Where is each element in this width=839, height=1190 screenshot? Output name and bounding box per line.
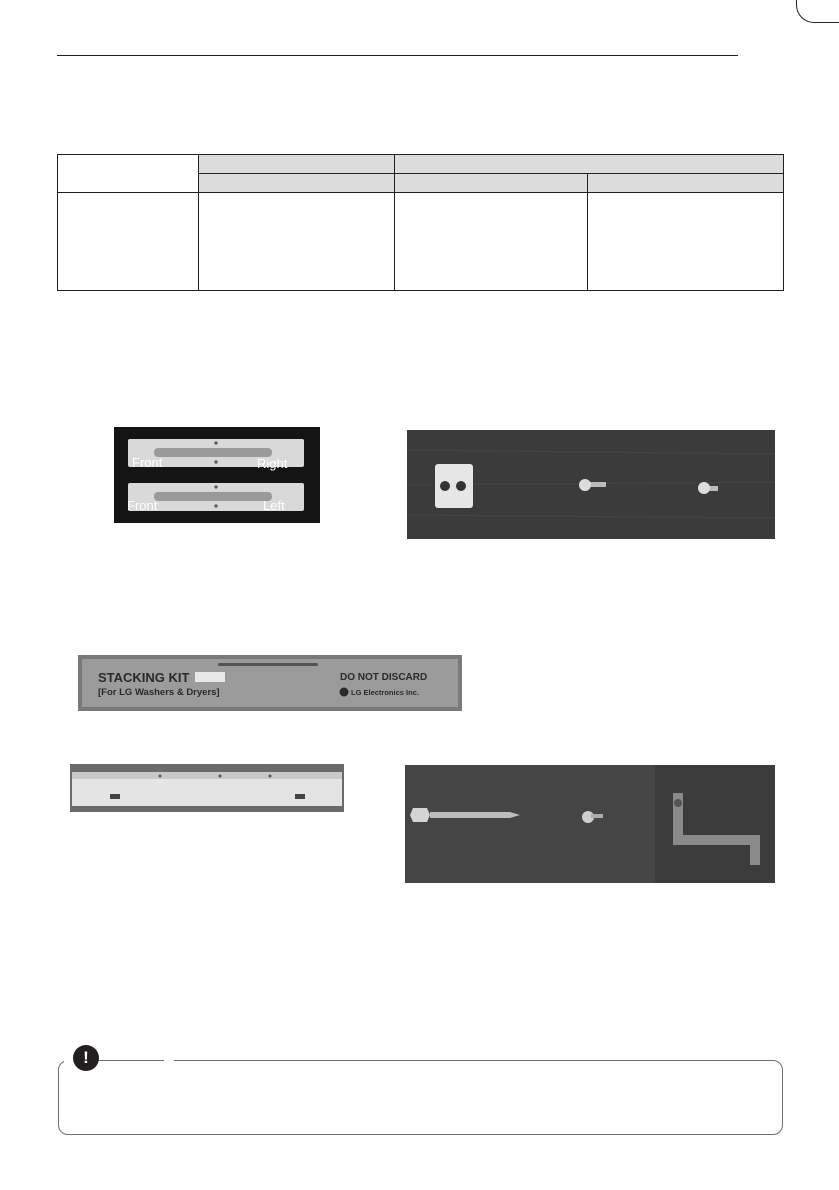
page-corner-tab	[796, 0, 839, 23]
kit-subtitle: [For LG Washers & Dryers]	[98, 687, 220, 698]
label-right: Right	[257, 456, 288, 471]
rail-brackets-photo	[114, 427, 320, 523]
rail-brackets-image	[114, 427, 320, 523]
spec-table	[57, 154, 784, 291]
long-bracket-image	[70, 764, 344, 812]
table-cell	[395, 193, 588, 291]
table-subheader-cell	[199, 174, 395, 193]
label-front-bottom: Front	[127, 498, 158, 513]
exclamation-icon: !	[73, 1045, 99, 1071]
table-header-cell	[58, 155, 199, 193]
label-left: Left	[263, 498, 285, 513]
long-bracket-photo	[70, 764, 344, 812]
table-row	[58, 193, 784, 291]
anchor-hardware-image	[405, 765, 775, 883]
stacking-kit-box-image	[78, 655, 462, 711]
table-subheader-cell	[588, 174, 784, 193]
table-cell	[588, 193, 784, 291]
note-box	[58, 1060, 783, 1135]
kit-title: STACKING KIT	[98, 670, 190, 685]
anchor-hardware-photo	[405, 765, 775, 883]
note-header-rule	[98, 1060, 164, 1061]
lg-logo-icon	[340, 688, 349, 697]
kit-warning: DO NOT DISCARD	[340, 672, 428, 683]
table-header-cell	[199, 155, 395, 174]
clip-and-screws-photo	[407, 430, 775, 539]
table-subheader-cell	[395, 174, 588, 193]
table-cell	[199, 193, 395, 291]
label-front-top: Front	[132, 455, 163, 470]
table-header-row	[58, 155, 784, 174]
table-cell	[58, 193, 199, 291]
stacking-kit-box-photo	[78, 655, 462, 711]
kit-brand: LG Electronics Inc.	[351, 688, 419, 697]
table-header-cell	[395, 155, 784, 174]
header-rule	[57, 55, 738, 56]
clip-and-screws-image	[407, 430, 775, 539]
